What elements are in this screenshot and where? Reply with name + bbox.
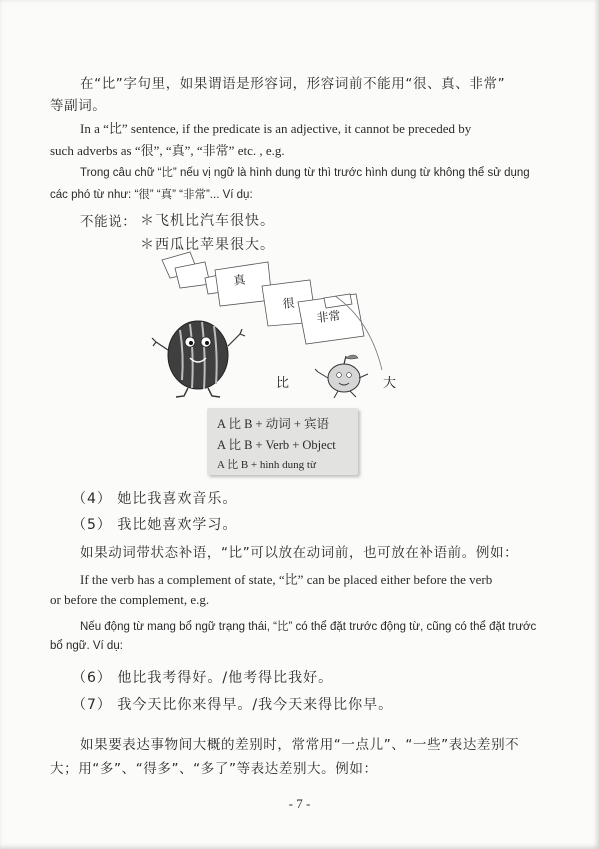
- complement-en-line1: If the verb has a complement of state, “比” can be placed either before the verb: [80, 572, 493, 587]
- intro-vi-line1: Trong câu chữ “比” nếu vị ngữ là hình dung từ thì trước hình dung từ không thể sử dụng: [80, 167, 530, 179]
- complement-vi-line2: bổ ngữ. Ví dụ:: [50, 640, 123, 652]
- page-number: - 7 -: [288, 796, 311, 811]
- intro-en-line2: such adverbs as “很”, “真”, “非常” etc. , e.g.: [50, 143, 285, 158]
- complement-vi-line1: Nếu động từ mang bổ ngữ trạng thái, “比” có thể đặt trước động từ, cũng có thể đặt trước: [80, 621, 537, 633]
- apple-character: [315, 355, 368, 398]
- formula-box: [207, 408, 358, 475]
- card-label-zhen: 真: [232, 272, 247, 288]
- card-label-feichang: 非常: [315, 308, 342, 325]
- example-5: （5） 我比她喜欢学习。: [72, 517, 238, 533]
- word-da: 大: [383, 376, 397, 391]
- intro-en-line1: In a “比” sentence, if the predicate is an adjective, it cannot be preceded by: [80, 121, 472, 136]
- intro-zh-line1: 在“比”字句里，如果谓语是形容词，形容词前不能用“很、真、非常”: [80, 76, 506, 92]
- complement-zh: 如果动词带状态补语，“比”可以放在动词前，也可放在补语前。例如：: [80, 545, 519, 561]
- example-4: （4） 她比我喜欢音乐。: [72, 491, 238, 507]
- example-6: （6） 他比我考得好。/他考得比我好。: [72, 670, 334, 686]
- word-bi: 比: [276, 376, 290, 391]
- difference-zh-line1: 如果要表达事物间大概的差别时，常常用“一点儿”、“一些”表达差别不: [80, 737, 520, 753]
- difference-zh-line2: 大；用“多”、“得多”、“多了”等表达差别大。例如：: [50, 761, 378, 777]
- illustration: [150, 250, 410, 400]
- wrong-label: 不能说：: [80, 214, 137, 230]
- intro-zh-line2: 等副词。: [50, 98, 107, 114]
- formula-row-zh: A 比 B + 动词 + 宾语: [217, 417, 330, 431]
- wrong-example-2: ＊西瓜比苹果很大。: [140, 237, 275, 253]
- formula-row-vi: A 比 B + hình dung từ: [217, 459, 316, 471]
- card-label-hen: 很: [281, 295, 296, 311]
- formula-row-en: A 比 B + Verb + Object: [217, 438, 336, 452]
- illustration-drawing: [150, 250, 410, 400]
- intro-vi-line2: các phó từ như: “很” “真” “非常”... Ví dụ:: [50, 189, 253, 201]
- wrong-example-1: ＊飞机比汽车很快。: [140, 213, 275, 229]
- example-7: （7） 我今天比你来得早。/我今天来得比你早。: [72, 697, 394, 713]
- watermelon-character: [152, 321, 245, 397]
- complement-en-line2: or before the complement, e.g.: [50, 592, 210, 607]
